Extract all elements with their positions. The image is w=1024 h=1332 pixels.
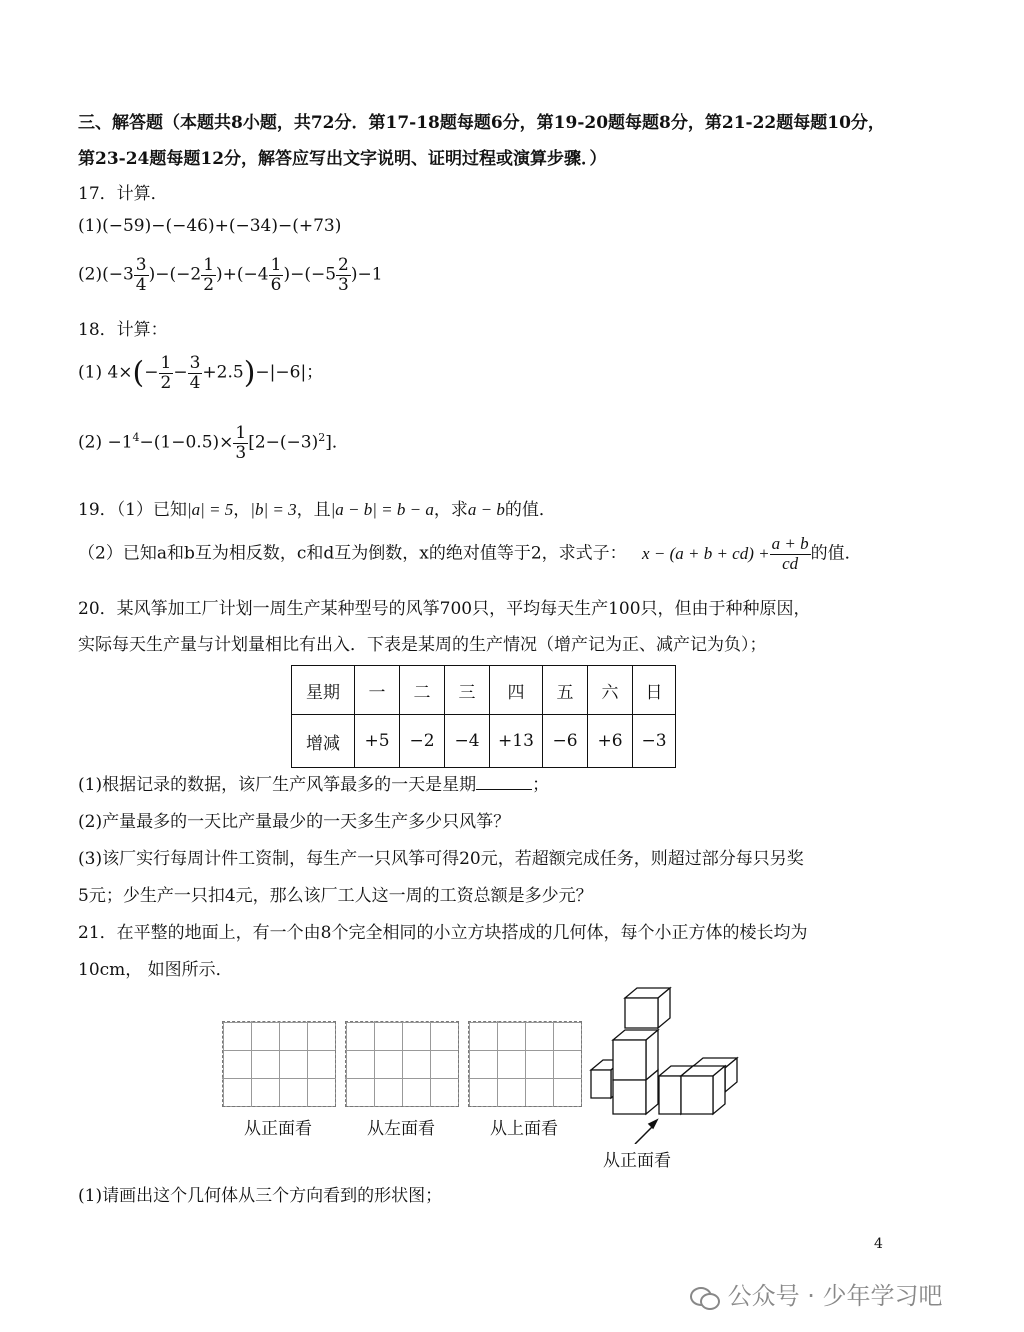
- table-cell: −6: [543, 715, 588, 768]
- q18-p1-prefix: (1) 4×: [78, 362, 133, 383]
- q19-p1-math2: |b| = 3: [250, 500, 297, 519]
- q17-frac-a: [134, 256, 149, 294]
- q18-title: 18．计算：: [78, 320, 168, 340]
- q19-p1-math1: |a| = 5: [186, 500, 234, 519]
- q20-sub1-end: ；: [532, 775, 550, 795]
- q21-sub1: (1)请画出这个几何体从三个方向看到的形状图；: [78, 1186, 443, 1206]
- q18-frac-2: [188, 354, 203, 392]
- caption-arrow-front: 从正面看: [603, 1151, 671, 1171]
- q17-frac-b-num: 1: [203, 255, 215, 275]
- drawing-grid-front[interactable]: [222, 1021, 336, 1107]
- q19-p1-sep: ，: [233, 500, 251, 520]
- q17-frac-a-num: 3: [135, 255, 147, 275]
- view-arrow: [635, 1120, 657, 1144]
- q18-p1-minus2: −: [173, 362, 188, 383]
- q19-frac: [770, 535, 811, 573]
- q18-frac-1-den: 2: [160, 372, 172, 393]
- q17-frac-a-den: 4: [135, 274, 147, 295]
- table-cell: −4: [445, 715, 490, 768]
- table-cell: 二: [400, 666, 445, 715]
- q17-part1: (1)(−59)−(−46)+(−34)−(+73): [78, 216, 342, 236]
- q19-p1-mid: ，且: [296, 500, 331, 520]
- drawing-grid-left[interactable]: [345, 1021, 459, 1107]
- q19-p2-end: 的值．: [810, 543, 862, 564]
- caption-front: 从正面看: [244, 1119, 312, 1139]
- q17-p2-d: )−(−5: [283, 264, 337, 285]
- q19-p1-math3: |a − b| = b − a: [330, 500, 434, 519]
- production-table: [291, 665, 676, 768]
- answer-blank[interactable]: [476, 773, 532, 790]
- q17-frac-b-den: 2: [203, 274, 215, 295]
- table-row-change: [292, 715, 676, 768]
- q19-p2-math: x − (a + b + cd) +: [642, 543, 770, 563]
- q17-p2-b: )−(−2: [148, 264, 202, 285]
- q18-frac-2-den: 4: [189, 372, 201, 393]
- q20-sub2: (2)产量最多的一天比产量最少的一天多生产多少只风筝？: [78, 812, 511, 832]
- table-cell: 增减: [292, 715, 355, 768]
- q19-frac-den: cd: [782, 553, 799, 573]
- table-cell: +13: [490, 715, 543, 768]
- q17-frac-c-num: 1: [270, 255, 282, 275]
- watermark: [690, 1276, 943, 1311]
- q17-frac-d-num: 2: [338, 255, 349, 275]
- q18-p2-exp: 4: [132, 431, 140, 445]
- q20-sub1: [78, 770, 549, 795]
- cube: [681, 1066, 725, 1114]
- q17-frac-c: [269, 256, 284, 294]
- table-cell: 五: [543, 666, 588, 715]
- q19-p2-lead: （2）已知a和b互为相反数，c和d互为倒数，x的绝对值等于2，求式子：: [78, 543, 627, 564]
- caption-top: 从上面看: [490, 1119, 558, 1139]
- q17-frac-d: [336, 256, 351, 294]
- q17-frac-d-den: 3: [338, 274, 349, 295]
- q18-frac-3-den: 3: [235, 442, 247, 463]
- q17-p2-e: )−1: [350, 264, 383, 285]
- table-cell: 四: [490, 666, 543, 715]
- caption-left: 从左面看: [367, 1119, 435, 1139]
- q18-part2: [78, 424, 349, 462]
- table-cell: +6: [588, 715, 633, 768]
- q17-title: 17．计算．: [78, 184, 168, 204]
- q20-sub1-text: (1)根据记录的数据，该厂生产风筝最多的一天是星期: [78, 775, 477, 795]
- q18-frac-1: [159, 354, 174, 392]
- q17-p2-a: (−3: [102, 264, 134, 285]
- q18-p1-close-paren: ): [243, 355, 256, 391]
- q19-part1: [78, 495, 556, 520]
- q18-p2-end: ]．: [325, 432, 349, 453]
- q20-sub3-line1: (3)该厂实行每周计件工资制，每生产一只风筝可得20元，若超额完成任务，则超过部分每只另奖: [78, 849, 804, 869]
- q18-frac-2-num: 3: [189, 353, 201, 373]
- q18-p2-mid: −(1−0.5)×: [139, 432, 234, 453]
- q18-frac-3: [233, 424, 248, 462]
- q20-sub3-line2: 5元；少生产一只扣4元，那么该厂工人这一周的工资总额是多少元？: [78, 886, 593, 906]
- wechat-icon: [690, 1285, 720, 1309]
- q19-p1-math4: a − b: [467, 500, 505, 519]
- q17-frac-b: [201, 256, 216, 294]
- page-number: 4: [874, 1236, 883, 1252]
- q17-frac-c-den: 6: [270, 274, 282, 295]
- section-heading-line2: 第23-24题每题12分，解答应写出文字说明、证明过程或演算步骤．）: [78, 149, 607, 169]
- q19-frac-num: a + b: [771, 534, 809, 553]
- q18-p2-bracket: [2−(−3): [248, 432, 319, 453]
- cube-structure-figure: [585, 984, 745, 1144]
- q18-frac-3-num: 1: [235, 423, 247, 443]
- q17-p2-prefix: (2): [78, 264, 103, 285]
- watermark-text: 公众号 · 少年学习吧: [727, 1282, 943, 1310]
- q19-p1-mid2: ，求: [433, 500, 468, 520]
- q18-part1: [78, 354, 323, 392]
- q20-line2: 实际每天生产量与计划量相比有出入．下表是某周的生产情况（增产记为正、减产记为负）；: [78, 635, 767, 655]
- q21-line2: 10cm， 如图所示．: [78, 960, 233, 980]
- q18-p1-tail: +2.5: [202, 362, 244, 383]
- section-heading-line1: 三、解答题（本题共8小题，共72分．第17-18题每题6分，第19-20题每题8分，第21-22题每题10分，: [78, 113, 885, 133]
- q17-p2-c: )+(−4: [216, 264, 269, 285]
- q20-line1: 20．某风筝加工厂计划一周生产某种型号的风筝700只，平均每天生产100只，但由于种种原因，: [78, 599, 811, 619]
- q18-p2-exp2: 2: [318, 431, 326, 445]
- q19-p1-lead: 19．（1）已知: [78, 500, 187, 520]
- table-row-weekday: [292, 666, 676, 715]
- cube: [625, 988, 670, 1028]
- q18-p1-open-paren: (: [132, 355, 145, 391]
- table-cell: 一: [355, 666, 400, 715]
- q17-part2: [78, 256, 383, 294]
- q18-p1-end: −|−6|；: [255, 362, 324, 383]
- table-cell: −3: [633, 715, 676, 768]
- table-cell: 星期: [292, 666, 355, 715]
- cube: [613, 1030, 658, 1080]
- q21-line1: 21．在平整的地面上，有一个由8个完全相同的小立方块搭成的几何体，每个小正方体的棱长均为: [78, 923, 808, 943]
- q18-p1-minus: −: [144, 362, 159, 383]
- q18-frac-1-num: 1: [160, 353, 172, 373]
- table-cell: +5: [355, 715, 400, 768]
- table-cell: 三: [445, 666, 490, 715]
- q18-p2-prefix: (2) −1: [78, 432, 133, 453]
- table-cell: 日: [633, 666, 676, 715]
- drawing-grid-top[interactable]: [468, 1021, 582, 1107]
- table-cell: 六: [588, 666, 633, 715]
- table-cell: −2: [400, 715, 445, 768]
- q19-part2: [78, 535, 862, 573]
- q19-p1-end: 的值．: [504, 500, 556, 520]
